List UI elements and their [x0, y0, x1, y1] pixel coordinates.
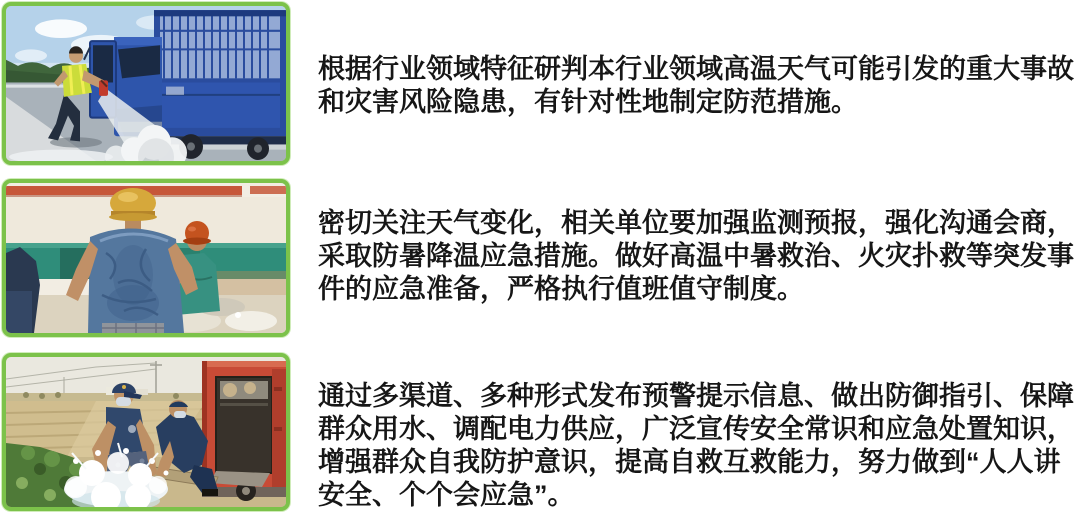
- paragraph-line: 采取防暑降温应急措施。做好高温中暑救治、火灾扑救等突发事: [318, 241, 1074, 271]
- paragraph-line: 根据行业领域特征研判本行业领域高温天气可能引发的重大事故: [318, 54, 1074, 84]
- paragraph-line: 件的应急准备，严格执行值班值守制度。: [318, 274, 804, 304]
- sweating-workers-scene-image: [6, 183, 286, 333]
- truck-cooling-scene-image: [6, 6, 286, 161]
- paragraph-line: 增强群众自我防护意识，提高自救互救能力，努力做到“人人讲: [318, 447, 1061, 477]
- paragraph-line: 安全、个个会应急”。: [318, 480, 575, 510]
- paragraph-line: 密切关注天气变化，相关单位要加强监测预报，强化沟通会商，: [318, 208, 1074, 238]
- water-supply-scene-image: [6, 357, 286, 507]
- photo-water-supply-firetruck: [2, 353, 290, 511]
- photo-truck-fire-extinguishing: [2, 2, 290, 165]
- photo-sweating-workers: [2, 179, 290, 337]
- paragraph-line: 群众用水、调配电力供应，广泛宣传安全常识和应急处置知识，: [318, 414, 1074, 444]
- paragraph-risk-assessment: [318, 53, 1080, 119]
- paragraph-weather-monitoring: [318, 207, 1080, 306]
- paragraph-line: 和灾害风险隐患，有针对性地制定防范措施。: [318, 87, 858, 117]
- paragraph-public-warning: [318, 380, 1080, 512]
- paragraph-line: 通过多渠道、多种形式发布预警提示信息、做出防御指引、保障: [318, 381, 1074, 411]
